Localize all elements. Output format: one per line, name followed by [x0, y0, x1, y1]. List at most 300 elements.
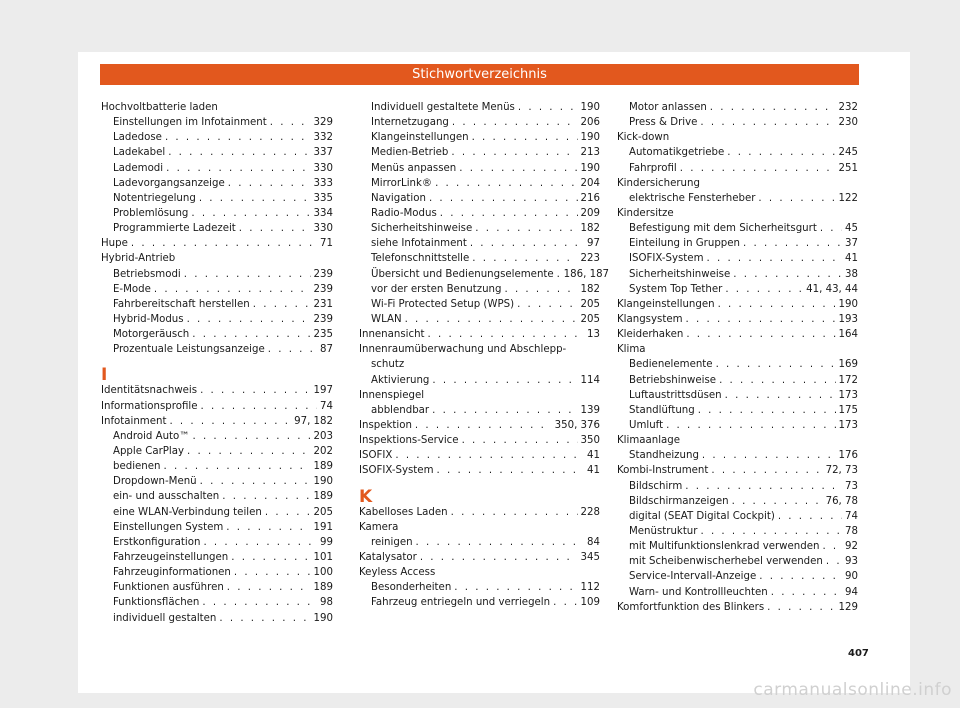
index-page-ref: 204 — [580, 177, 600, 189]
dot-leader — [226, 520, 310, 535]
index-entry-label: Befestigung mit dem Sicherheitsgurt — [629, 223, 817, 235]
index-subentry[interactable] — [359, 535, 600, 550]
index-subentry[interactable] — [101, 342, 333, 357]
index-entry-label: Bedienelemente — [629, 359, 713, 371]
dot-leader — [187, 444, 311, 459]
dot-leader — [200, 383, 310, 398]
index-letter-heading: K — [359, 486, 373, 507]
index-page-ref: 190 — [580, 102, 600, 113]
index-page-ref: 76, 78 — [825, 495, 858, 507]
index-page-ref: 169 — [838, 359, 858, 371]
dot-leader — [719, 373, 835, 388]
index-page-ref: 202 — [313, 445, 333, 457]
dot-leader — [192, 429, 310, 444]
index-page-ref: 114 — [580, 374, 600, 386]
index-page-ref: 93 — [845, 556, 858, 568]
dot-leader — [686, 312, 836, 327]
index-entry[interactable] — [359, 327, 600, 342]
index-page-ref: 101 — [313, 551, 333, 563]
dot-leader — [416, 535, 584, 550]
dot-leader — [435, 176, 577, 191]
index-subentry[interactable] — [359, 236, 600, 251]
index-page-ref: 197 — [313, 385, 333, 397]
index-entry-label: abblendbar — [371, 404, 430, 416]
dot-leader — [270, 115, 311, 130]
dot-leader — [228, 176, 311, 191]
index-subentry[interactable] — [101, 176, 333, 191]
dot-leader — [700, 524, 842, 539]
index-subentry[interactable] — [617, 448, 858, 463]
dot-leader — [222, 489, 310, 504]
index-page-ref: 330 — [313, 162, 333, 174]
index-page-ref: 92 — [845, 541, 858, 553]
index-subentry[interactable] — [617, 418, 858, 433]
dot-leader — [200, 399, 317, 414]
index-entry-label: siehe Infotainment — [371, 238, 467, 250]
index-page-ref: 190 — [580, 132, 600, 144]
index-subentry[interactable] — [101, 115, 333, 130]
index-page-ref: 37 — [845, 238, 858, 250]
index-page-ref: 205 — [580, 298, 600, 310]
index-entry-label: Menüs anpassen — [371, 162, 457, 174]
dot-leader — [472, 251, 577, 266]
index-subentry[interactable] — [359, 130, 600, 145]
index-entry-label: Bildschirm — [629, 480, 683, 492]
index-entry[interactable] — [359, 505, 600, 520]
index-subentry[interactable] — [101, 282, 333, 297]
index-subentry[interactable] — [359, 176, 600, 191]
index-entry[interactable] — [359, 463, 600, 478]
index-page-ref: 164 — [838, 329, 858, 341]
index-entry-label: Klangeinstellungen — [371, 132, 469, 144]
index-page-ref: 190 — [838, 298, 858, 310]
index-subentry[interactable] — [359, 191, 600, 206]
dot-leader — [472, 130, 578, 145]
index-subentry[interactable] — [101, 595, 333, 610]
index-subentry[interactable] — [101, 145, 333, 160]
index-subentry[interactable] — [101, 611, 333, 626]
index-entry-label: Aktivierung — [371, 374, 430, 386]
index-subentry[interactable] — [101, 550, 333, 565]
dot-leader — [767, 600, 835, 615]
index-entry-label: Hupe — [101, 238, 128, 250]
index-column-1 — [101, 100, 333, 626]
index-entry-label: reinigen — [371, 536, 413, 548]
index-entry-label: E-Mode — [113, 283, 151, 295]
index-subentry[interactable] — [101, 535, 333, 550]
dot-leader — [698, 403, 836, 418]
index-page-ref: 173 — [838, 419, 858, 431]
index-entry[interactable] — [359, 433, 600, 448]
index-subentry[interactable] — [101, 191, 333, 206]
dot-leader — [192, 327, 310, 342]
index-subentry[interactable] — [101, 520, 333, 535]
dot-leader — [429, 191, 578, 206]
index-entry[interactable] — [359, 418, 600, 433]
index-page-ref: 329 — [313, 117, 333, 129]
index-entry-label: mit Multifunktionslenkrad verwenden — [629, 541, 820, 553]
index-subentry[interactable] — [359, 595, 600, 610]
index-entry-label: Betriebsmodi — [113, 268, 181, 280]
index-page-ref: 191 — [313, 521, 333, 533]
index-entry[interactable] — [617, 600, 858, 615]
index-page-ref: 333 — [313, 177, 333, 189]
dot-leader — [227, 580, 311, 595]
index-entry[interactable] — [617, 312, 858, 327]
index-subentry[interactable] — [359, 282, 600, 297]
index-entry-label: System Top Tether — [629, 283, 723, 295]
index-subentry[interactable] — [617, 388, 858, 403]
index-subentry[interactable] — [101, 505, 333, 520]
index-subentry[interactable] — [359, 403, 600, 418]
index-subentry[interactable] — [617, 539, 858, 554]
dot-leader — [200, 474, 311, 489]
dot-leader — [437, 463, 585, 478]
dot-leader — [733, 267, 842, 282]
index-group-heading: Kick-down — [617, 132, 670, 144]
dot-leader — [187, 312, 311, 327]
index-page-ref: 206 — [580, 117, 600, 129]
index-subentry[interactable] — [101, 130, 333, 145]
index-group-heading: Klimaanlage — [617, 435, 681, 447]
dot-leader — [239, 221, 311, 236]
dot-leader — [504, 282, 577, 297]
index-subentry[interactable] — [359, 373, 600, 388]
dot-leader — [163, 459, 310, 474]
index-subentry[interactable] — [617, 221, 858, 236]
index-subentry[interactable] — [101, 221, 333, 236]
index-page-ref: 100 — [313, 567, 333, 579]
index-subentry[interactable] — [617, 509, 858, 524]
index-subentry[interactable] — [617, 236, 858, 251]
index-entry-label: Android Auto™ — [113, 430, 190, 442]
index-entry-label: Apple CarPlay — [113, 445, 185, 457]
index-page-ref: 41 — [587, 450, 600, 462]
index-page-ref: 74 — [320, 400, 333, 412]
index-subentry[interactable] — [359, 161, 600, 176]
index-page-ref: 350, 376 — [554, 419, 600, 431]
index-entry-label: Übersicht und Bedienungselemente — [371, 268, 554, 280]
index-entry-label: Informationsprofile — [101, 400, 198, 412]
page-number: 407 — [848, 648, 869, 659]
index-page-ref: 41, 43, 44 — [806, 283, 858, 295]
dot-leader — [727, 145, 835, 160]
index-entry-label: Bildschirmanzeigen — [629, 495, 729, 507]
index-page-ref: 45 — [845, 223, 858, 235]
dot-leader — [131, 236, 317, 251]
index-entry[interactable] — [101, 236, 333, 251]
index-subentry[interactable] — [359, 206, 600, 221]
index-page-ref: 345 — [580, 551, 600, 563]
index-page-ref: 112 — [580, 582, 600, 594]
index-page-ref: 99 — [320, 536, 333, 548]
index-entry-label: Besonderheiten — [371, 582, 452, 594]
index-entry-label: MirrorLink® — [371, 177, 433, 189]
index-entry-label: Einteilung in Gruppen — [629, 238, 740, 250]
dot-leader — [405, 312, 578, 327]
index-group-heading: Kindersitze — [617, 207, 674, 219]
index-entry[interactable] — [101, 414, 333, 429]
index-group-heading: Hybrid-Antrieb — [101, 253, 176, 265]
dot-leader — [718, 297, 836, 312]
index-entry-label: Radio-Modus — [371, 207, 437, 219]
index-entry-label: Katalysator — [359, 551, 417, 563]
index-page-ref: 213 — [580, 147, 600, 159]
index-subentry[interactable] — [359, 297, 600, 312]
index-subentry[interactable] — [617, 403, 858, 418]
dot-leader — [219, 611, 310, 626]
index-entry-label: elektrische Fensterheber — [629, 192, 756, 204]
index-page-ref: 109 — [580, 597, 600, 609]
index-subentry[interactable] — [101, 444, 333, 459]
dot-leader — [778, 509, 842, 524]
index-entry-label: Fahrbereitschaft herstellen — [113, 298, 250, 310]
index-group-heading: Innenspiegel — [359, 389, 425, 401]
index-entry-label: Fahrzeug entriegeln und verriegeln — [371, 597, 551, 609]
index-entry-label: Klangeinstellungen — [617, 298, 715, 310]
index-entry-label: Einstellungen System — [113, 521, 224, 533]
index-subentry[interactable] — [617, 161, 858, 176]
index-subentry[interactable] — [101, 206, 333, 221]
index-page-ref: 98 — [320, 597, 333, 609]
index-page-ref: 205 — [580, 313, 600, 325]
index-page-ref: 139 — [580, 404, 600, 416]
index-entry-label: Warn- und Kontrollleuchten — [629, 586, 768, 598]
index-entry-label: Klangsystem — [617, 313, 683, 325]
index-entry[interactable] — [617, 327, 858, 342]
dot-leader — [166, 161, 310, 176]
dot-leader — [462, 433, 578, 448]
index-page-ref: 182 — [580, 223, 600, 235]
index-entry-label: Menüstruktur — [629, 525, 698, 537]
index-entry[interactable] — [101, 399, 333, 414]
index-subentry[interactable] — [617, 282, 858, 297]
index-subentry[interactable] — [101, 474, 333, 489]
index-page-ref: 251 — [838, 162, 858, 174]
index-entry-label: Lademodi — [113, 162, 164, 174]
index-page-ref: 190 — [313, 612, 333, 624]
index-subentry[interactable] — [617, 100, 858, 115]
index-subentry[interactable] — [359, 251, 600, 266]
index-entry-label: Prozentuale Leistungsanzeige — [113, 344, 265, 356]
index-entry-label: vor der ersten Benutzung — [371, 283, 502, 295]
index-page-ref: 232 — [838, 102, 858, 113]
dot-leader — [822, 539, 842, 554]
section-title: Stichwortverzeichnis — [100, 64, 859, 85]
dot-leader — [265, 505, 311, 520]
index-subentry[interactable] — [617, 569, 858, 584]
index-column-3 — [617, 100, 858, 615]
dot-leader — [165, 130, 311, 145]
index-entry-label: Inspektions-Service — [359, 435, 459, 447]
index-page-ref: 78 — [845, 525, 858, 537]
dot-leader — [451, 505, 578, 520]
index-subentry[interactable] — [101, 312, 333, 327]
dot-leader — [826, 554, 842, 569]
index-page-ref: 13 — [587, 329, 600, 341]
index-entry-label: Motor anlassen — [629, 102, 707, 113]
dot-leader — [518, 100, 578, 115]
dot-leader — [771, 585, 842, 600]
index-entry[interactable] — [101, 383, 333, 398]
index-subentry[interactable] — [359, 221, 600, 236]
index-entry-label: ISOFIX-System — [629, 253, 704, 265]
dot-leader — [743, 236, 842, 251]
index-subentry[interactable] — [359, 115, 600, 130]
index-page-ref: 190 — [313, 476, 333, 488]
index-entry-label: Individuell gestaltete Menüs — [371, 102, 515, 113]
index-subentry[interactable] — [359, 100, 600, 115]
index-subentry[interactable] — [617, 115, 858, 130]
index-subentry[interactable] — [101, 429, 333, 444]
index-page-ref: 235 — [313, 329, 333, 341]
watermark: carmanualsonline.info — [753, 680, 952, 700]
index-page-ref: 350 — [580, 435, 600, 447]
index-subentry[interactable] — [359, 580, 600, 595]
index-subentry[interactable] — [617, 373, 858, 388]
index-page-ref: 190 — [580, 162, 600, 174]
index-subentry[interactable] — [617, 554, 858, 569]
index-group-heading: Kamera — [359, 521, 399, 533]
index-group-heading: Hochvoltbatterie laden — [101, 102, 218, 113]
index-page-ref: 38 — [845, 268, 858, 280]
index-entry[interactable] — [617, 463, 858, 478]
index-subentry[interactable] — [617, 479, 858, 494]
index-subentry[interactable] — [617, 267, 858, 282]
index-page-ref: 189 — [313, 582, 333, 594]
index-entry-label: Komfortfunktion des Blinkers — [617, 601, 765, 613]
index-entry-label: Kleiderhaken — [617, 329, 684, 341]
dot-leader — [428, 327, 584, 342]
index-entry-label: Programmierte Ladezeit — [113, 223, 236, 235]
index-page-ref: 71 — [320, 238, 333, 250]
index-page-ref: 239 — [313, 283, 333, 295]
index-page-ref: 97, 182 — [294, 415, 333, 427]
index-page-ref: 230 — [838, 117, 858, 129]
index-entry-label: Funktionen ausführen — [113, 582, 224, 594]
index-group-heading: Innenraumüberwachung und Abschlepp- — [359, 344, 567, 356]
index-page-ref: 173 — [838, 389, 858, 401]
index-page-ref: 216 — [580, 192, 600, 204]
dot-leader — [415, 418, 552, 433]
dot-leader — [557, 267, 561, 282]
index-entry-label: Ladedose — [113, 132, 162, 144]
index-page-ref: 186, 187 — [563, 268, 610, 280]
index-page-ref: 223 — [580, 253, 600, 265]
index-entry[interactable] — [359, 550, 600, 565]
dot-leader — [517, 297, 577, 312]
index-page-ref: 72, 73 — [825, 465, 858, 477]
index-subentry[interactable] — [359, 267, 610, 282]
index-page-ref: 87 — [320, 344, 333, 356]
dot-leader — [395, 448, 584, 463]
dot-leader — [553, 595, 577, 610]
dot-leader — [459, 161, 577, 176]
dot-leader — [820, 221, 842, 236]
dot-leader — [268, 342, 317, 357]
dot-leader — [184, 267, 311, 282]
index-subentry[interactable] — [101, 267, 333, 282]
index-entry-label: ISOFIX-System — [359, 465, 434, 477]
index-entry-label: Fahrprofil — [629, 162, 677, 174]
index-entry-label: individuell gestalten — [113, 612, 217, 624]
dot-leader — [470, 236, 584, 251]
dot-leader — [432, 403, 577, 418]
index-subentry[interactable] — [101, 459, 333, 474]
index-entry-label: Internetzugang — [371, 117, 449, 129]
index-page-ref: 239 — [313, 313, 333, 325]
index-entry-label: Automatikgetriebe — [629, 147, 725, 159]
index-page-ref: 231 — [313, 298, 333, 310]
index-group-heading: schutz — [371, 359, 405, 371]
dot-leader — [716, 357, 836, 372]
index-column-2 — [359, 100, 610, 611]
dot-leader — [203, 535, 317, 550]
index-entry-label: Inspektion — [359, 419, 412, 431]
index-entry-label: WLAN — [371, 313, 402, 325]
index-page-ref: 332 — [313, 132, 333, 144]
index-group-heading: Klima — [617, 344, 646, 356]
dot-leader — [710, 100, 836, 115]
index-entry-label: Dropdown-Menü — [113, 476, 197, 488]
index-subentry[interactable] — [617, 585, 858, 600]
index-subentry[interactable] — [101, 489, 333, 504]
index-entry[interactable] — [359, 448, 600, 463]
index-page-ref: 205 — [313, 506, 333, 518]
index-page-ref: 41 — [587, 465, 600, 477]
index-entry-label: Ladekabel — [113, 147, 166, 159]
index-subentry[interactable] — [101, 580, 333, 595]
index-page-ref: 228 — [580, 506, 600, 518]
index-subentry[interactable] — [359, 145, 600, 160]
index-page-ref: 73 — [845, 480, 858, 492]
index-subentry[interactable] — [617, 357, 858, 372]
index-page-ref: 90 — [845, 571, 858, 583]
index-page-ref: 94 — [845, 586, 858, 598]
dot-leader — [253, 297, 311, 312]
dot-leader — [700, 115, 835, 130]
index-subentry[interactable] — [359, 312, 600, 327]
index-page-ref: 239 — [313, 268, 333, 280]
index-subentry[interactable] — [617, 524, 858, 539]
index-entry-label: Umluft — [629, 419, 664, 431]
index-page-ref: 193 — [838, 313, 858, 325]
dot-leader — [420, 550, 578, 565]
index-entry-label: Standlüftung — [629, 404, 695, 416]
index-page-ref: 74 — [845, 510, 858, 522]
index-page-ref: 245 — [838, 147, 858, 159]
index-subentry[interactable] — [101, 327, 333, 342]
index-entry-label: Navigation — [371, 192, 426, 204]
index-subentry[interactable] — [101, 297, 333, 312]
index-page-ref: 97 — [587, 238, 600, 250]
index-subentry[interactable] — [617, 494, 858, 509]
dot-leader — [725, 388, 836, 403]
index-subentry[interactable] — [101, 161, 333, 176]
index-subentry[interactable] — [101, 565, 333, 580]
index-entry-label: Sicherheitshinweise — [371, 223, 473, 235]
dot-leader — [168, 145, 310, 160]
index-entry[interactable] — [617, 297, 858, 312]
index-subentry[interactable] — [617, 145, 858, 160]
index-page-ref: 84 — [587, 536, 600, 548]
index-subentry[interactable] — [617, 251, 858, 266]
index-entry-label: Infotainment — [101, 415, 167, 427]
index-subentry[interactable] — [617, 191, 858, 206]
index-entry-label: Medien-Betrieb — [371, 147, 449, 159]
dot-leader — [199, 191, 311, 206]
dot-leader — [685, 479, 842, 494]
